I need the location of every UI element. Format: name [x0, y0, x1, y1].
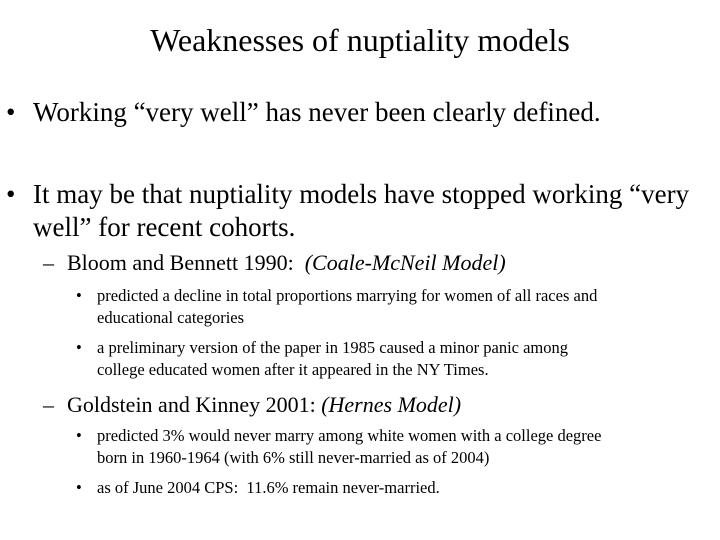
bullet-marker: •: [6, 97, 16, 127]
point-item: [76, 285, 716, 329]
bullet-text: well” for recent cohorts.: [33, 212, 296, 242]
point-item: [76, 425, 716, 469]
model-name: (Coale-McNeil Model): [304, 250, 506, 275]
bullet-text: It may be that nuptiality models have stopped working “very: [33, 179, 690, 209]
point-text: college educated women after it appeared in the NY Times.: [97, 360, 489, 379]
point-marker: •: [76, 426, 82, 445]
point-text: predicted 3% would never marry among white women with a college degree: [97, 426, 602, 445]
model-name: (Hernes Model): [321, 392, 462, 417]
point-marker: •: [76, 478, 82, 497]
point-item: [76, 477, 716, 499]
bullet-text: Working “very well” has never been clearly defined.: [33, 97, 601, 127]
point-item: [76, 337, 716, 381]
sub-item: [43, 250, 506, 276]
sub-item-text: Bloom and Bennett 1990:: [67, 250, 294, 275]
dash-marker: –: [43, 392, 54, 417]
point-marker: •: [76, 338, 82, 357]
point-text: educational categories: [97, 308, 245, 327]
point-text: a preliminary version of the paper in 1985 caused a minor panic among: [97, 338, 569, 357]
point-marker: •: [76, 286, 82, 305]
point-text: as of June 2004 CPS: 11.6% remain never-married.: [97, 478, 440, 497]
bullet-item: [6, 178, 714, 244]
dash-marker: –: [43, 250, 54, 275]
bullet-item: [6, 96, 714, 129]
slide-title: Weaknesses of nuptiality models: [150, 22, 570, 58]
point-text: predicted a decline in total proportions marrying for women of all races and: [97, 286, 598, 305]
sub-item-text: Goldstein and Kinney 2001:: [67, 392, 316, 417]
bullet-marker: •: [6, 179, 16, 209]
sub-item: [43, 392, 461, 418]
point-text: born in 1960-1964 (with 6% still never-married as of 2004): [97, 448, 490, 467]
